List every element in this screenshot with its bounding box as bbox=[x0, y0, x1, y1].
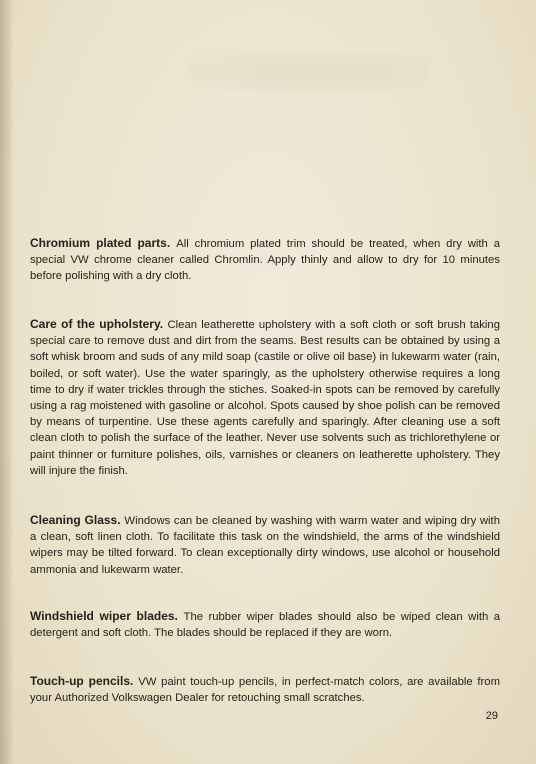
section-heading: Chromium plated parts. bbox=[30, 236, 177, 250]
section-touch-up-pencils bbox=[30, 673, 500, 706]
section-heading: Cleaning Glass. bbox=[30, 513, 125, 527]
section-body: The rubber wiper blades should also be wiped clean with a detergent and soft cloth. The blades should be replaced if they are worn. bbox=[30, 611, 500, 640]
section-heading: Touch-up pencils. bbox=[30, 674, 139, 688]
page-number: 29 bbox=[485, 710, 498, 722]
section-body: VW paint touch-up pencils, in perfect-match colors, are available from your Authorized Volkswagen Dealer for retouching small scratches. bbox=[30, 676, 500, 705]
binding-shadow bbox=[0, 0, 14, 764]
section-heading: Windshield wiper blades. bbox=[30, 609, 184, 623]
section-cleaning-glass bbox=[30, 512, 500, 578]
section-body: All chromium plated trim should be treated, when dry with a special VW chrome cleaner called Chromlin. Apply thinly and allow to dry for 10 minutes before polishing with a dry cloth. bbox=[30, 238, 500, 283]
section-body: Clean leatherette upholstery with a soft cloth or soft brush taking special care to remove dust and dirt from the seams. Best results can be obtained by using a soft whisk broom and suds of any mild soap (castile or olive oil base) in lukewarm water (rain, boiled, or soft water). Use the water sparingly, as the upholstery otherwise requires a long time to dry if water trickles through the stiches. Soaked-in spots can be removed by carefully using a rag moistened with gasoline or alcohol. Spots caused by shoe polish can be removed by means of turpentine. Use these agents carefully and sparingly. After cleaning use a soft clean cloth to polish the surface of the leather. Never use solvents such as trichlorethylene or paint thinner or furniture polishes, oils, varnishes or cleaners on leatherette upholstery. They will injure the finish. bbox=[30, 319, 500, 477]
section-chromium-plated-parts bbox=[30, 235, 500, 285]
show-through-ghost bbox=[190, 52, 430, 92]
section-windshield-wiper-blades bbox=[30, 608, 500, 641]
section-care-of-upholstery bbox=[30, 316, 500, 479]
section-body: Windows can be cleaned by washing with warm water and wiping dry with a clean, soft linen cloth. To facilitate this task on the windshield, the arms of the windshield wipers may be tilted forward. To clean exceptionally dirty windows, use alcohol or household ammonia and lukewarm water. bbox=[30, 515, 500, 576]
section-heading: Care of the upholstery. bbox=[30, 317, 168, 331]
